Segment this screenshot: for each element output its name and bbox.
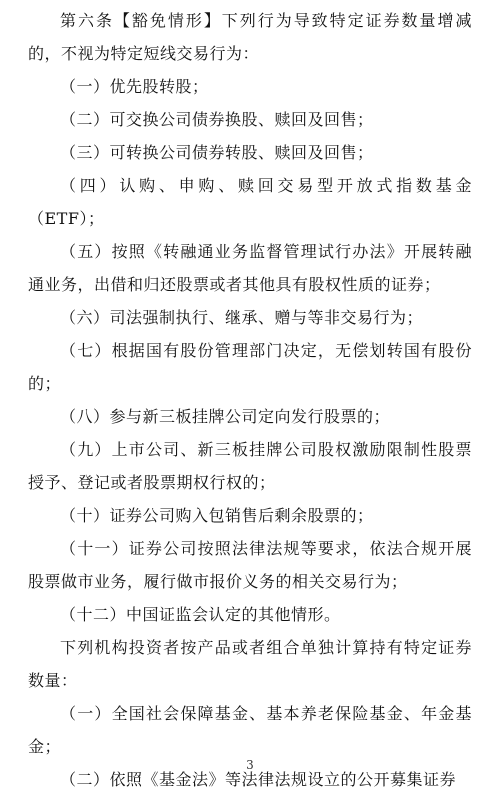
exemption-item-12: （十二）中国证监会认定的其他情形。	[60, 605, 341, 624]
exemption-item-6: （六）司法强制执行、继承、赠与等非交易行为；	[60, 308, 424, 327]
exemption-item-10: （十）证券公司购入包销售后剩余股票的；	[60, 506, 374, 525]
exemption-item-4: （四）认购、申购、赎回交易型开放式指数基金（ETF）；	[28, 176, 472, 228]
exemption-item-1: （一）优先股转股；	[60, 77, 209, 96]
investor-item-2: （二）依照《基金法》等法律法规设立的公开募集证券	[60, 770, 457, 789]
exemption-item-2: （二）可交换公司债券换股、赎回及回售；	[60, 110, 374, 129]
exemption-item-9: （九）上市公司、新三板挂牌公司股权激励限制性股票授予、登记或者股票期权行权的；	[28, 440, 472, 492]
page-number: 3	[246, 758, 254, 772]
exemption-item-3: （三）可转换公司债券转股、赎回及回售；	[60, 143, 374, 162]
institutional-investors-intro: 下列机构投资者按产品或者组合单独计算持有特定证券数量：	[28, 638, 472, 690]
exemption-item-8: （八）参与新三板挂牌公司定向发行股票的；	[60, 407, 391, 426]
document-body	[28, 4, 472, 796]
article-6-intro: 第六条【豁免情形】下列行为导致特定证券数量增减的，不视为特定短线交易行为：	[28, 11, 472, 63]
exemption-item-11: （十一）证券公司按照法律法规等要求，依法合规开展股票做市业务，履行做市报价义务的相关交易行为；	[28, 539, 472, 591]
exemption-item-7: （七）根据国有股份管理部门决定，无偿划转国有股份的；	[28, 341, 472, 393]
investor-item-1: （一）全国社会保障基金、基本养老保险基金、年金基金；	[28, 704, 472, 756]
exemption-item-5: （五）按照《转融通业务监督管理试行办法》开展转融通业务，出借和归还股票或者其他具有股权性质的证券；	[28, 242, 472, 294]
